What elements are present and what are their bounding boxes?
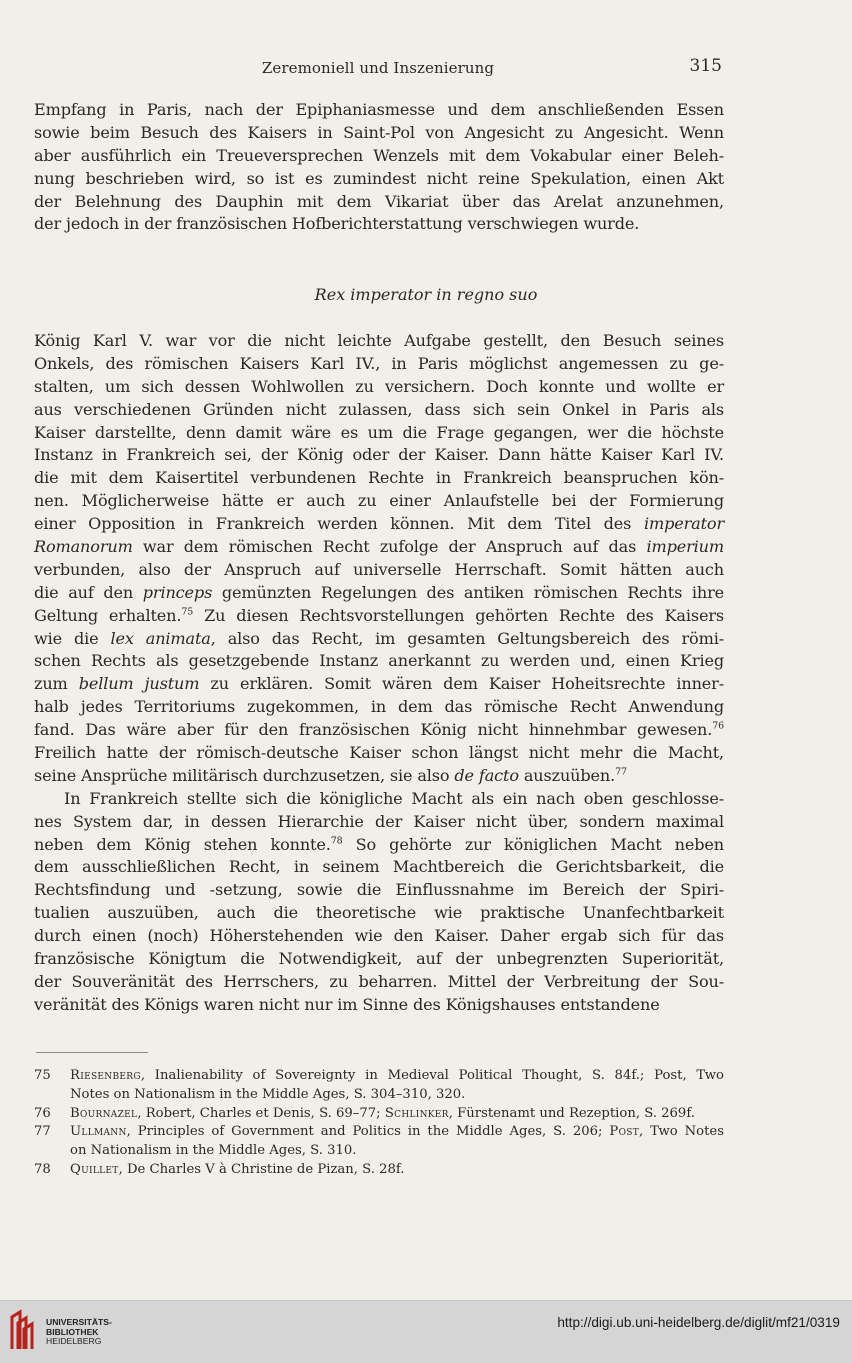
text-line <box>34 582 724 605</box>
text-line <box>34 811 724 834</box>
viewer-footer <box>0 1300 852 1363</box>
line-text: halb jedes Territoriums zugekommen, in dem das römische Recht Anwendung <box>34 697 724 717</box>
line-text: war dem römischen Recht zufolge der Anspruch auf das <box>132 537 647 557</box>
line-text: der Souveränität des Herrschers, zu beharren. Mittel der Verbreitung der Sou- <box>34 971 724 991</box>
line-text: nes System dar, in dessen Hierarchie der Kaiser nicht über, sondern maximal <box>34 811 724 831</box>
line-text: neben dem König stehen konnte. <box>34 834 331 854</box>
footnote-number: 75 <box>34 1068 51 1083</box>
footnote-number: 76 <box>34 1105 51 1121</box>
text-line <box>34 834 724 857</box>
line-text: Zu diesen Rechtsvorstellungen gehörten Rechte des Kaisers <box>193 605 725 625</box>
footnote-text: , Principles of Government and Politics in the Middle Ages, S. 206; <box>126 1124 610 1140</box>
line-text: tualien auszuüben, auch die theoretische wie praktische Unanfechtbarkeit <box>34 903 724 923</box>
library-line: HEIDELBERG <box>46 1336 102 1347</box>
line-text: stalten, um sich dessen Wohlwollen zu versichern. Doch konnte und wollte er <box>34 376 724 396</box>
author-name: Post <box>609 1124 640 1140</box>
line-text: Kaiser darstellte, denn damit wäre es um die Frage gegangen, wer die höchste <box>34 422 724 442</box>
footnote-text: , Two Notes <box>639 1124 724 1140</box>
line-text: Onkels, des römischen Kaisers Karl IV., in Paris möglichst angemessen zu ge- <box>34 353 724 373</box>
footnote-line <box>70 1067 724 1086</box>
footnote <box>34 1067 724 1105</box>
line-text: zum <box>34 674 79 694</box>
text-line: sowie beim Besuch des Kaisers in Saint-Pol von Angesicht zu Angesicht. Wenn <box>34 122 724 142</box>
footnote-text: , De Charles V à Christine de Pizan, S. 28f. <box>118 1161 405 1177</box>
text-line: nung beschrieben wird, so ist es zumindest nicht reine Spekulation, einen Akt <box>34 168 724 188</box>
footnote-text: on Nationalism in the Middle Ages, S. 310. <box>70 1143 357 1159</box>
line-text: wie die <box>34 628 111 648</box>
text-line <box>34 444 724 467</box>
footnote-line <box>70 1123 724 1142</box>
line-text: zu erklären. Somit wären dem Kaiser Hoheitsrechte inner- <box>199 674 724 694</box>
text-line <box>34 490 724 513</box>
text-line <box>34 376 724 399</box>
line-text: einer Opposition in Frankreich werden können. Mit dem Titel des <box>34 514 644 534</box>
line-text: , also das Recht, im gesamten Geltungsbereich des römi- <box>210 628 724 648</box>
line-text: schen Rechts als gesetzgebende Instanz anerkannt zu werden und, einen Krieg <box>34 651 724 671</box>
footnote <box>34 1161 724 1180</box>
line-text: Instanz in Frankreich sei, der König oder der Kaiser. Dann hätte Kaiser Karl IV. <box>34 445 724 465</box>
line-text: französische Königtum die Notwendigkeit, auf der unbegrenzten Superiorität, <box>34 949 724 969</box>
text-line <box>34 742 724 765</box>
line-text: König Karl V. war vor die nicht leichte Aufgabe gestellt, den Besuch seines <box>34 331 724 350</box>
text-line <box>34 696 724 719</box>
line-text: die auf den <box>34 582 143 602</box>
text-line: der Belehnung des Dauphin mit dem Vikariat über das Arelat anzunehmen, <box>34 191 724 211</box>
footnote-separator <box>36 1052 148 1053</box>
text-line <box>34 422 724 445</box>
university-library-logo-icon <box>8 1309 38 1353</box>
line-text: dem ausschließlichen Recht, in seinem Machtbereich die Gerichtsbarkeit, die <box>34 857 724 877</box>
text-line: Empfang in Paris, nach der Epiphaniasmesse und dem anschließenden Essen <box>34 100 724 119</box>
footnote-text: Notes on Nationalism in the Middle Ages, S. 304–310, 320. <box>70 1086 466 1102</box>
line-text: gemünzten Regelungen des antiken römischen Rechts ihre <box>212 582 724 602</box>
line-text: Rechtsfindung und -setzung, sowie die Einflussnahme im Bereich der Spiri- <box>34 880 724 900</box>
text-line: aber ausführlich ein Treueversprechen Wenzels mit dem Vokabular einer Beleh- <box>34 145 724 165</box>
text-line <box>34 536 724 559</box>
section-body <box>34 330 724 1017</box>
italic-term: de facto <box>454 765 519 785</box>
paragraph-continuation <box>34 99 724 236</box>
footnote-line <box>70 1142 724 1161</box>
text-line <box>34 925 724 948</box>
text-line <box>34 628 724 651</box>
text-line <box>34 399 724 422</box>
text-line <box>34 971 724 994</box>
footnote-ref: 76 <box>712 720 724 732</box>
footnote-number: 77 <box>34 1124 51 1140</box>
line-text: seine Ansprüche militärisch durchzusetzen, sie also <box>34 765 455 785</box>
line-text: die mit dem Kaisertitel verbundenen Rechte in Frankreich beanspruchen kön- <box>34 468 724 488</box>
text-line <box>34 353 724 376</box>
text-line <box>34 948 724 971</box>
text-line <box>34 467 724 490</box>
author-name: Quillet <box>70 1161 119 1177</box>
author-name: Schlinker <box>384 1105 449 1121</box>
line-text: fand. Das wäre aber für den französischen König nicht hinnehmbar gewesen. <box>34 720 713 740</box>
footnote-text: , Inalienability of Sovereignty in Medieval Political Thought, S. 84f.; Post, Two <box>140 1068 724 1083</box>
author-name: Ullmann <box>70 1124 127 1140</box>
footnote-line <box>70 1086 724 1105</box>
footnote <box>34 1123 724 1161</box>
italic-term: bellum justum <box>78 674 200 694</box>
footnote-number: 78 <box>34 1161 51 1177</box>
library-line: UNIVERSITÄTS- <box>46 1317 112 1327</box>
italic-term: imperator <box>643 514 724 534</box>
italic-term: imperium <box>646 537 724 557</box>
line-text: auszuüben. <box>518 765 616 785</box>
footnotes <box>34 1067 724 1180</box>
footnote <box>34 1105 724 1124</box>
page-number: 315 <box>689 56 722 76</box>
italic-term: Romanorum <box>34 537 133 557</box>
text-line <box>34 856 724 879</box>
line-text: durch einen (noch) Höherstehenden wie den Kaiser. Daher ergab sich für das <box>34 926 724 946</box>
permalink-url[interactable]: http://digi.ub.uni-heidelberg.de/diglit/mf21/0319 <box>557 1315 840 1330</box>
line-text: Geltung erhalten. <box>34 605 182 625</box>
line-text: veränität des Königs waren nicht nur im Sinne des Königshauses entstandene <box>34 994 660 1014</box>
footnote-ref: 77 <box>615 766 627 778</box>
text-line <box>34 673 724 696</box>
library-name <box>46 1318 112 1347</box>
running-header <box>34 56 722 82</box>
italic-term: lex animata <box>110 628 211 648</box>
line-text: aus verschiedenen Gründen nicht zulassen, dass sich sein Onkel in Paris als <box>34 399 724 419</box>
text-line <box>34 559 724 582</box>
line-text: So gehörte zur königlichen Macht neben <box>342 834 725 854</box>
library-line: BIBLIOTHEK <box>46 1326 99 1337</box>
running-title: Zeremoniell und Inszenierung <box>261 59 495 77</box>
footnote-ref: 75 <box>181 606 194 618</box>
section-title: Rex imperator in regno suo <box>314 285 538 304</box>
text-line: der jedoch in der französischen Hofberichterstattung verschwiegen wurde. <box>34 214 640 234</box>
line-text: In Frankreich stellte sich die königliche Macht als ein nach oben geschlosse- <box>64 788 724 808</box>
text-line <box>34 650 724 673</box>
line-text: nen. Möglicherweise hätte er auch zu einer Anlaufstelle bei der Formierung <box>34 491 724 511</box>
text-line <box>34 902 724 925</box>
text-line <box>34 330 724 353</box>
footnote-line <box>70 1161 724 1180</box>
text-line <box>34 879 724 902</box>
footnote-line <box>70 1105 724 1124</box>
text-line <box>34 765 724 788</box>
text-line <box>34 513 724 536</box>
footnote-ref: 78 <box>330 835 343 847</box>
text-line <box>34 719 724 742</box>
text-line <box>34 605 724 628</box>
footnote-text: , Fürstenamt und Rezeption, S. 269f. <box>448 1105 695 1121</box>
line-text: verbunden, also der Anspruch auf universelle Herrschaft. Somit hätten auch <box>34 559 724 579</box>
text-line <box>34 994 724 1017</box>
line-text: Freilich hatte der römisch-deutsche Kaiser schon längst nicht mehr die Macht, <box>34 743 724 763</box>
author-name: Bournazel <box>70 1105 138 1121</box>
author-name: Riesenberg <box>70 1068 141 1083</box>
text-line <box>34 788 724 811</box>
italic-term: princeps <box>142 582 213 602</box>
footnote-text: , Robert, Charles et Denis, S. 69–77; <box>137 1105 385 1121</box>
